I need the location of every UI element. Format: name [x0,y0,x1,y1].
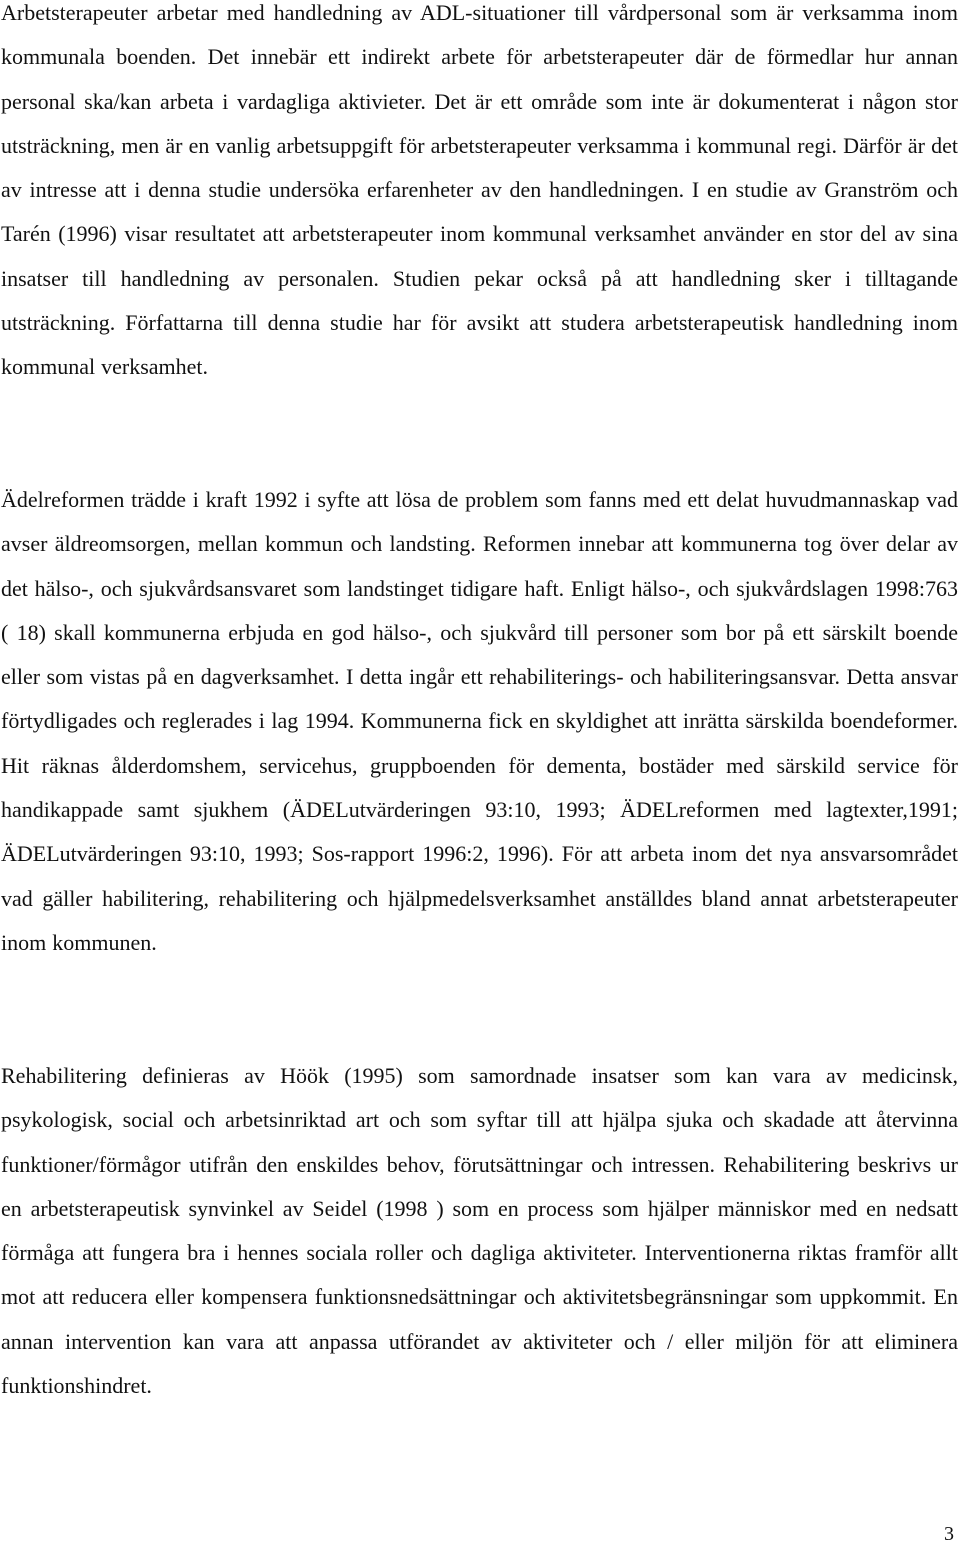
paragraph-1: Arbetsterapeuter arbetar med handledning av ADL-situationer till vårdpersonal som är verksamma inom kommunala boenden. Det innebär ett indirekt arbete för arbetsterapeuter där de förmedlar hur annan personal ska/kan arbeta i vardagliga aktivieter. Det är ett område som inte är dokumenterat i någon stor utsträckning, men är en vanlig arbetsuppgift för arbetsterapeuter verksamma i kommunal regi. Därför är det av intresse att i denna studie undersöka erfarenheter av den handledningen. I en studie av Granström och Tarén (1996) visar resultatet att arbetsterapeuter inom kommunal verksamhet använder en stor del av sina insatser till handledning av personalen. Studien pekar också på att handledning sker i tilltagande utsträckning. Författarna till denna studie har för avsikt att studera arbetsterapeutisk handledning inom kommunal verksamhet. [1,0,958,380]
paragraph-2: Ädelreformen trädde i kraft 1992 i syfte att lösa de problem som fanns med ett delat huvudmannaskap vad avser äldreomsorgen, mellan kommun och landsting. Reformen innebar att kommunerna tog över delar av det hälso-, och sjukvårdsansvaret som landstinget tidigare haft. Enligt hälso-, och sjukvårdslagen 1998:763 ( 18) skall kommunerna erbjuda en god hälso-, och sjukvård till personer som bor på ett särskilt boende eller som vistas på en dagverksamhet. I detta ingår ett rehabiliterings- och habiliteringsansvar. Detta ansvar förtydligades och reglerades i lag 1994. Kommunerna fick en skyldighet att inrätta särskilda boendeformer. Hit räknas ålderdomshem, servicehus, gruppboenden för dementa, bostäder med särskild service för handikappade samt sjukhem (ÄDELutvärderingen 93:10, 1993; ÄDELreformen med lagtexter,1991; ÄDELutvärderingen 93:10, 1993; Sos-rapport 1996:2, 1996). För att arbeta inom det nya ansvarsområdet vad gäller habilitering, rehabilitering och hjälpmedelsverksamhet anställdes bland annat arbetsterapeuter inom kommunen. [1,487,958,955]
page-number: 3 [944,1523,954,1545]
paragraph-3: Rehabilitering definieras av Höök (1995) som samordnade insatser som kan vara av medicinsk, psykologisk, social och arbetsinriktad art och som syftar till att hjälpa sjuka och skadade att återvinna funktioner/förmågor utifrån den enskildes behov, förutsättningar och intressen. Rehabilitering beskrivs ur en arbetsterapeutisk synvinkel av Seidel (1998 ) som en process som hjälper människor med en nedsatt förmåga att fungera bra i hennes sociala roller och dagliga aktiviteter. Interventionerna riktas framför allt mot att reducera eller kompensera funktionsnedsättningar och aktivitetsbegränsningar som uppkommit. En annan intervention kan vara att anpassa utförandet av aktiviteter och / eller miljön för att eliminera funktionshindret. [1,1063,958,1399]
